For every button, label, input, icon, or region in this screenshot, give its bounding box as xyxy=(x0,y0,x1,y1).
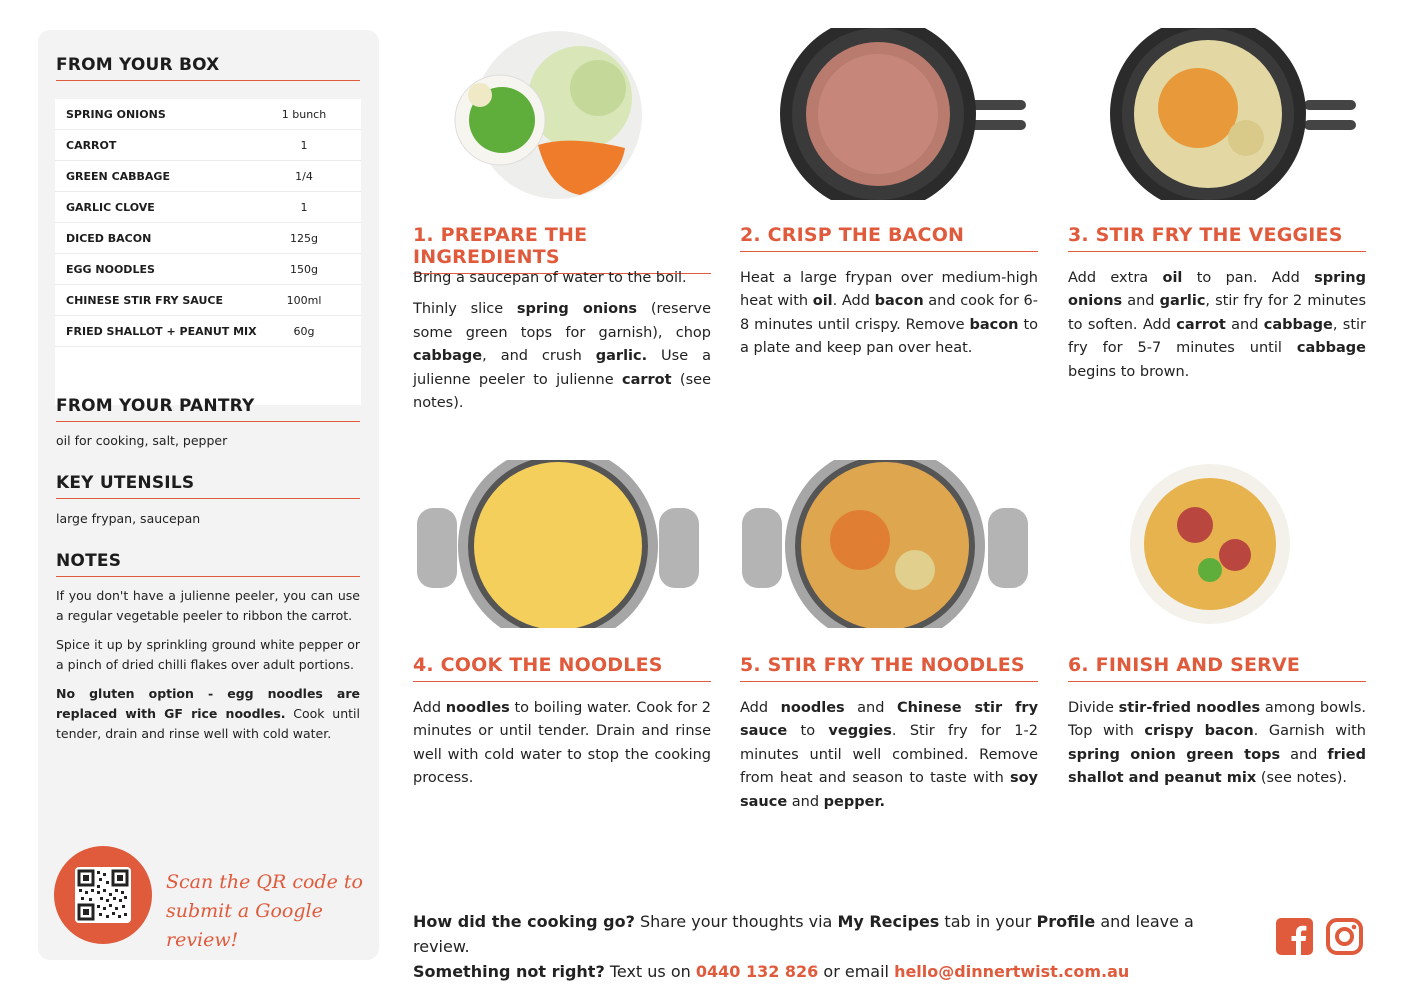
box-ingredients-table xyxy=(55,99,361,405)
step3-title: 3. STIR FRY THE VEGGIES xyxy=(1068,224,1366,252)
ingredient-qty: 1 xyxy=(300,200,308,214)
step5-title: 5. STIR FRY THE NOODLES xyxy=(740,654,1038,682)
ingredient-name: EGG NOODLES xyxy=(66,262,155,276)
feedback-footer xyxy=(413,909,1253,984)
note-paragraph: If you don't have a julienne peeler, you can use a regular vegetable peeler to ribbon the carrot. xyxy=(56,588,360,623)
table-row xyxy=(55,130,361,161)
pantry-title: FROM YOUR PANTRY xyxy=(56,396,360,422)
ingredient-name: FRIED SHALLOT + PEANUT MIX xyxy=(66,324,257,338)
step5-body: Add noodles and Chinese stir fry sauce to veggies. Stir fry for 1-2 minutes until well combined. Remove from heat and season to taste with soy sauce and pepper. xyxy=(740,700,1039,810)
ingredient-qty: 60g xyxy=(293,324,315,338)
step1-body: Bring a saucepan of water to the boil. Thinly slice spring onions (reserve some green tops for garnish), chop cabbage, and crush garlic. Use a julienne peeler to julienne carrot (see notes). xyxy=(413,270,711,412)
ingredient-qty: 125g xyxy=(290,231,318,245)
step3-photo-pan-veggies xyxy=(1096,28,1358,200)
ingredient-name: CARROT xyxy=(66,138,117,152)
ingredient-name: SPRING ONIONS xyxy=(66,107,166,121)
table-row xyxy=(55,254,361,285)
ingredient-name: CHINESE STIR FRY SAUCE xyxy=(66,293,223,307)
table-row xyxy=(55,316,361,347)
instagram-icon[interactable] xyxy=(1326,918,1363,955)
table-row xyxy=(55,223,361,254)
phone-link[interactable]: 0440 132 826 xyxy=(695,962,819,981)
table-row xyxy=(55,285,361,316)
step6-title: 6. FINISH AND SERVE xyxy=(1068,654,1366,682)
step4-photo-pot-noodles xyxy=(413,460,703,628)
table-row xyxy=(55,161,361,192)
step2-title: 2. CRISP THE BACON xyxy=(740,224,1038,252)
note-paragraph: Spice it up by sprinkling ground white pepper or a pinch of dried chilli flakes over adult portions. xyxy=(56,637,360,672)
contact-line: Something not right? Text us on 0440 132 826 or email hello@dinnertwist.com.au xyxy=(413,962,1130,981)
ingredient-name: GREEN CABBAGE xyxy=(66,169,170,183)
ingredient-qty: 1 xyxy=(300,138,308,152)
utensils-text: large frypan, saucepan xyxy=(56,511,201,526)
facebook-icon[interactable] xyxy=(1276,918,1313,955)
note-paragraph: No gluten option - egg noodles are replaced with GF rice noodles. Cook until tender, drain and rinse well with cold water. xyxy=(56,686,360,741)
step4-body: Add noodles to boiling water. Cook for 2 minutes or until tender. Drain and rinse well with cold water to stop the cooking process. xyxy=(413,700,711,787)
notes-title: NOTES xyxy=(56,551,360,577)
step6-photo-plated-dish xyxy=(1130,460,1290,628)
pantry-text: oil for cooking, salt, pepper xyxy=(56,433,228,448)
ingredient-qty: 100ml xyxy=(286,293,322,307)
step1-title: 1. PREPARE THE INGREDIENTS xyxy=(413,224,711,274)
ingredient-qty: 150g xyxy=(290,262,318,276)
step2-body: Heat a large frypan over medium-high heat with oil. Add bacon and cook for 6-8 minutes until crispy. Remove bacon to a plate and keep pan over heat. xyxy=(740,270,1038,357)
email-link[interactable]: hello@dinnertwist.com.au xyxy=(894,962,1130,981)
step3-body: Add extra oil to pan. Add spring onions and garlic, stir fry for 2 minutes to soften. Add carrot and cabbage, stir fry for 5-7 minutes until cabbage begins to brown. xyxy=(1068,270,1367,380)
table-row xyxy=(55,192,361,223)
step1-photo-bowl-veggies xyxy=(440,30,680,200)
ingredient-name: GARLIC CLOVE xyxy=(66,200,155,214)
step2-photo-pan-bacon xyxy=(770,28,1030,200)
notes-body xyxy=(56,586,360,753)
ingredient-name: DICED BACON xyxy=(66,231,152,245)
step4-title: 4. COOK THE NOODLES xyxy=(413,654,711,682)
feedback-line: How did the cooking go? Share your thoughts via My Recipes tab in your Profile and leave a review. xyxy=(413,912,1194,956)
from-box-title: FROM YOUR BOX xyxy=(56,55,360,81)
qr-code-icon[interactable] xyxy=(75,867,131,923)
step5-photo-pot-stirfry xyxy=(740,460,1030,628)
qr-review-text: Scan the QR code to submit a Google review! xyxy=(166,871,363,951)
step6-body: Divide stir-fried noodles among bowls. Top with crispy bacon. Garnish with spring onion green tops and fried shallot and peanut mix (see notes). xyxy=(1068,700,1366,787)
ingredient-qty: 1/4 xyxy=(295,169,313,183)
qr-badge[interactable] xyxy=(54,846,152,944)
ingredient-qty: 1 bunch xyxy=(281,107,327,121)
utensils-title: KEY UTENSILS xyxy=(56,473,360,499)
sidebar xyxy=(38,30,379,960)
table-row xyxy=(55,99,361,130)
